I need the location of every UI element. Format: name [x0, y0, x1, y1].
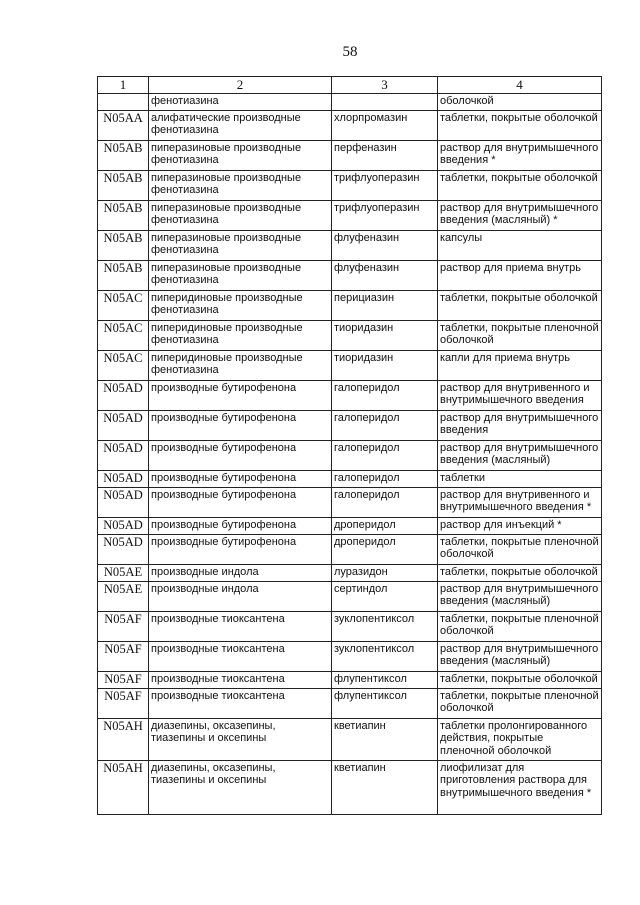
atc-code-cell: N05AD [98, 380, 149, 410]
drug-name-cell: галоперидол [332, 487, 438, 517]
atc-code-cell: N05AD [98, 470, 149, 487]
drug-name-cell: трифлуоперазин [332, 170, 438, 200]
dosage-form-cell: лиофилизат для приготовления раствора для внутримышечного введения * [438, 760, 602, 814]
table-row [98, 93, 602, 110]
drug-name-cell: кветиапин [332, 718, 438, 760]
page-number: 58 [342, 44, 358, 60]
atc-code-cell: N05AB [98, 140, 149, 170]
dosage-form-cell: таблетки, покрытые оболочкой [438, 671, 602, 688]
dosage-form-cell: таблетки, покрытые пленочной оболочкой [438, 688, 602, 718]
pharmacological-group-cell: производные бутирофенона [149, 534, 332, 564]
table-row [98, 517, 602, 534]
dosage-form-cell: таблетки пролонгированного действия, покрытые пленочной оболочкой [438, 718, 602, 760]
drug-name-cell: дроперидол [332, 534, 438, 564]
table-body [98, 77, 602, 815]
atc-code-cell: N05AB [98, 260, 149, 290]
atc-code-cell: N05AC [98, 320, 149, 350]
pharmacological-group-cell: пиперазиновые производные фенотиазина [149, 200, 332, 230]
pharmacological-group-cell: производные бутирофенона [149, 487, 332, 517]
pharmacological-group-cell: производные бутирофенона [149, 440, 332, 470]
table-row [98, 611, 602, 641]
pharmacological-group-cell: производные индола [149, 564, 332, 581]
atc-code-cell: N05AH [98, 760, 149, 814]
drug-name-cell: зуклопентиксол [332, 611, 438, 641]
atc-code-cell: N05AD [98, 440, 149, 470]
dosage-form-cell: таблетки, покрытые пленочной оболочкой [438, 534, 602, 564]
drug-table [97, 76, 602, 815]
drug-name-cell: галоперидол [332, 380, 438, 410]
dosage-form-cell: раствор для внутривенного и внутримышечного введения [438, 380, 602, 410]
drug-name-cell: тиоридазин [332, 350, 438, 380]
header-cell: 3 [332, 77, 438, 94]
table-row [98, 380, 602, 410]
table-row [98, 688, 602, 718]
header-row [98, 77, 602, 94]
drug-name-cell: флупентиксол [332, 671, 438, 688]
dosage-form-cell: раствор для внутримышечного введения (масляный) [438, 440, 602, 470]
atc-code-cell: N05AF [98, 671, 149, 688]
dosage-form-cell: оболочкой [438, 93, 602, 110]
dosage-form-cell: раствор для внутримышечного введения * [438, 140, 602, 170]
atc-code-cell: N05AB [98, 200, 149, 230]
dosage-form-cell: раствор для инъекций * [438, 517, 602, 534]
drug-name-cell: галоперидол [332, 440, 438, 470]
table-row [98, 230, 602, 260]
atc-code-cell: N05AA [98, 110, 149, 140]
atc-code-cell: N05AD [98, 534, 149, 564]
table-row [98, 170, 602, 200]
pharmacological-group-cell: диазепины, оксазепины, тиазепины и оксепины [149, 760, 332, 814]
dosage-form-cell: раствор для внутримышечного введения (масляный) * [438, 200, 602, 230]
table-row [98, 200, 602, 230]
table-row [98, 671, 602, 688]
atc-code-cell: N05AD [98, 487, 149, 517]
pharmacological-group-cell: пиперазиновые производные фенотиазина [149, 260, 332, 290]
drug-name-cell: перфеназин [332, 140, 438, 170]
table-row [98, 260, 602, 290]
drug-name-cell: перициазин [332, 290, 438, 320]
table-row [98, 760, 602, 814]
table-row [98, 534, 602, 564]
pharmacological-group-cell: фенотиазина [149, 93, 332, 110]
table-row [98, 350, 602, 380]
table-row [98, 487, 602, 517]
atc-code-cell: N05AE [98, 564, 149, 581]
atc-code-cell: N05AF [98, 641, 149, 671]
pharmacological-group-cell: производные индола [149, 581, 332, 611]
dosage-form-cell: таблетки, покрытые оболочкой [438, 290, 602, 320]
pharmacological-group-cell: производные бутирофенона [149, 470, 332, 487]
drug-name-cell: флуфеназин [332, 260, 438, 290]
pharmacological-group-cell: производные бутирофенона [149, 380, 332, 410]
table-row [98, 581, 602, 611]
header-cell: 4 [438, 77, 602, 94]
dosage-form-cell: таблетки [438, 470, 602, 487]
table-row [98, 320, 602, 350]
pharmacological-group-cell: алифатические производные фенотиазина [149, 110, 332, 140]
table-row [98, 110, 602, 140]
pharmacological-group-cell: диазепины, оксазепины, тиазепины и оксепины [149, 718, 332, 760]
atc-code-cell: N05AC [98, 290, 149, 320]
pharmacological-group-cell: пиперидиновые производные фенотиазина [149, 350, 332, 380]
pharmacological-group-cell: пиперазиновые производные фенотиазина [149, 230, 332, 260]
dosage-form-cell: капли для приема внутрь [438, 350, 602, 380]
drug-name-cell: дроперидол [332, 517, 438, 534]
pharmacological-group-cell: производные тиоксантена [149, 671, 332, 688]
pharmacological-group-cell: производные тиоксантена [149, 641, 332, 671]
dosage-form-cell: раствор для внутримышечного введения [438, 410, 602, 440]
drug-name-cell: трифлуоперазин [332, 200, 438, 230]
pharmacological-group-cell: пиперазиновые производные фенотиазина [149, 170, 332, 200]
table-row [98, 470, 602, 487]
atc-code-cell: N05AE [98, 581, 149, 611]
atc-code-cell: N05AF [98, 611, 149, 641]
table-row [98, 410, 602, 440]
table-row [98, 564, 602, 581]
pharmacological-group-cell: пиперидиновые производные фенотиазина [149, 290, 332, 320]
atc-code-cell: N05AB [98, 230, 149, 260]
drug-name-cell: галоперидол [332, 410, 438, 440]
dosage-form-cell: раствор для внутривенного и внутримышечного введения * [438, 487, 602, 517]
table-row [98, 290, 602, 320]
atc-code-cell: N05AD [98, 410, 149, 440]
drug-name-cell: флупентиксол [332, 688, 438, 718]
dosage-form-cell: раствор для внутримышечного введения (масляный) [438, 581, 602, 611]
drug-name-cell: хлорпромазин [332, 110, 438, 140]
drug-name-cell: тиоридазин [332, 320, 438, 350]
drug-name-cell: флуфеназин [332, 230, 438, 260]
pharmacological-group-cell: пиперазиновые производные фенотиазина [149, 140, 332, 170]
atc-code-cell: N05AB [98, 170, 149, 200]
dosage-form-cell: раствор для внутримышечного введения (масляный) [438, 641, 602, 671]
dosage-form-cell: таблетки, покрытые пленочной оболочкой [438, 320, 602, 350]
dosage-form-cell: таблетки, покрытые оболочкой [438, 110, 602, 140]
atc-code-cell [98, 93, 149, 110]
drug-name-cell: кветиапин [332, 760, 438, 814]
dosage-form-cell: раствор для приема внутрь [438, 260, 602, 290]
atc-code-cell: N05AH [98, 718, 149, 760]
pharmacological-group-cell: производные бутирофенона [149, 410, 332, 440]
table-row [98, 140, 602, 170]
table-row [98, 718, 602, 760]
header-cell: 2 [149, 77, 332, 94]
table-row [98, 641, 602, 671]
drug-name-cell: зуклопентиксол [332, 641, 438, 671]
atc-code-cell: N05AD [98, 517, 149, 534]
atc-code-cell: N05AF [98, 688, 149, 718]
drug-name-cell: луразидон [332, 564, 438, 581]
dosage-form-cell: таблетки, покрытые оболочкой [438, 170, 602, 200]
header-cell: 1 [98, 77, 149, 94]
dosage-form-cell: капсулы [438, 230, 602, 260]
pharmacological-group-cell: производные бутирофенона [149, 517, 332, 534]
atc-code-cell: N05AC [98, 350, 149, 380]
dosage-form-cell: таблетки, покрытые пленочной оболочкой [438, 611, 602, 641]
table-row [98, 440, 602, 470]
drug-name-cell [332, 93, 438, 110]
dosage-form-cell: таблетки, покрытые оболочкой [438, 564, 602, 581]
pharmacological-group-cell: производные тиоксантена [149, 688, 332, 718]
drug-name-cell: галоперидол [332, 470, 438, 487]
pharmacological-group-cell: производные тиоксантена [149, 611, 332, 641]
pharmacological-group-cell: пиперидиновые производные фенотиазина [149, 320, 332, 350]
drug-name-cell: сертиндол [332, 581, 438, 611]
